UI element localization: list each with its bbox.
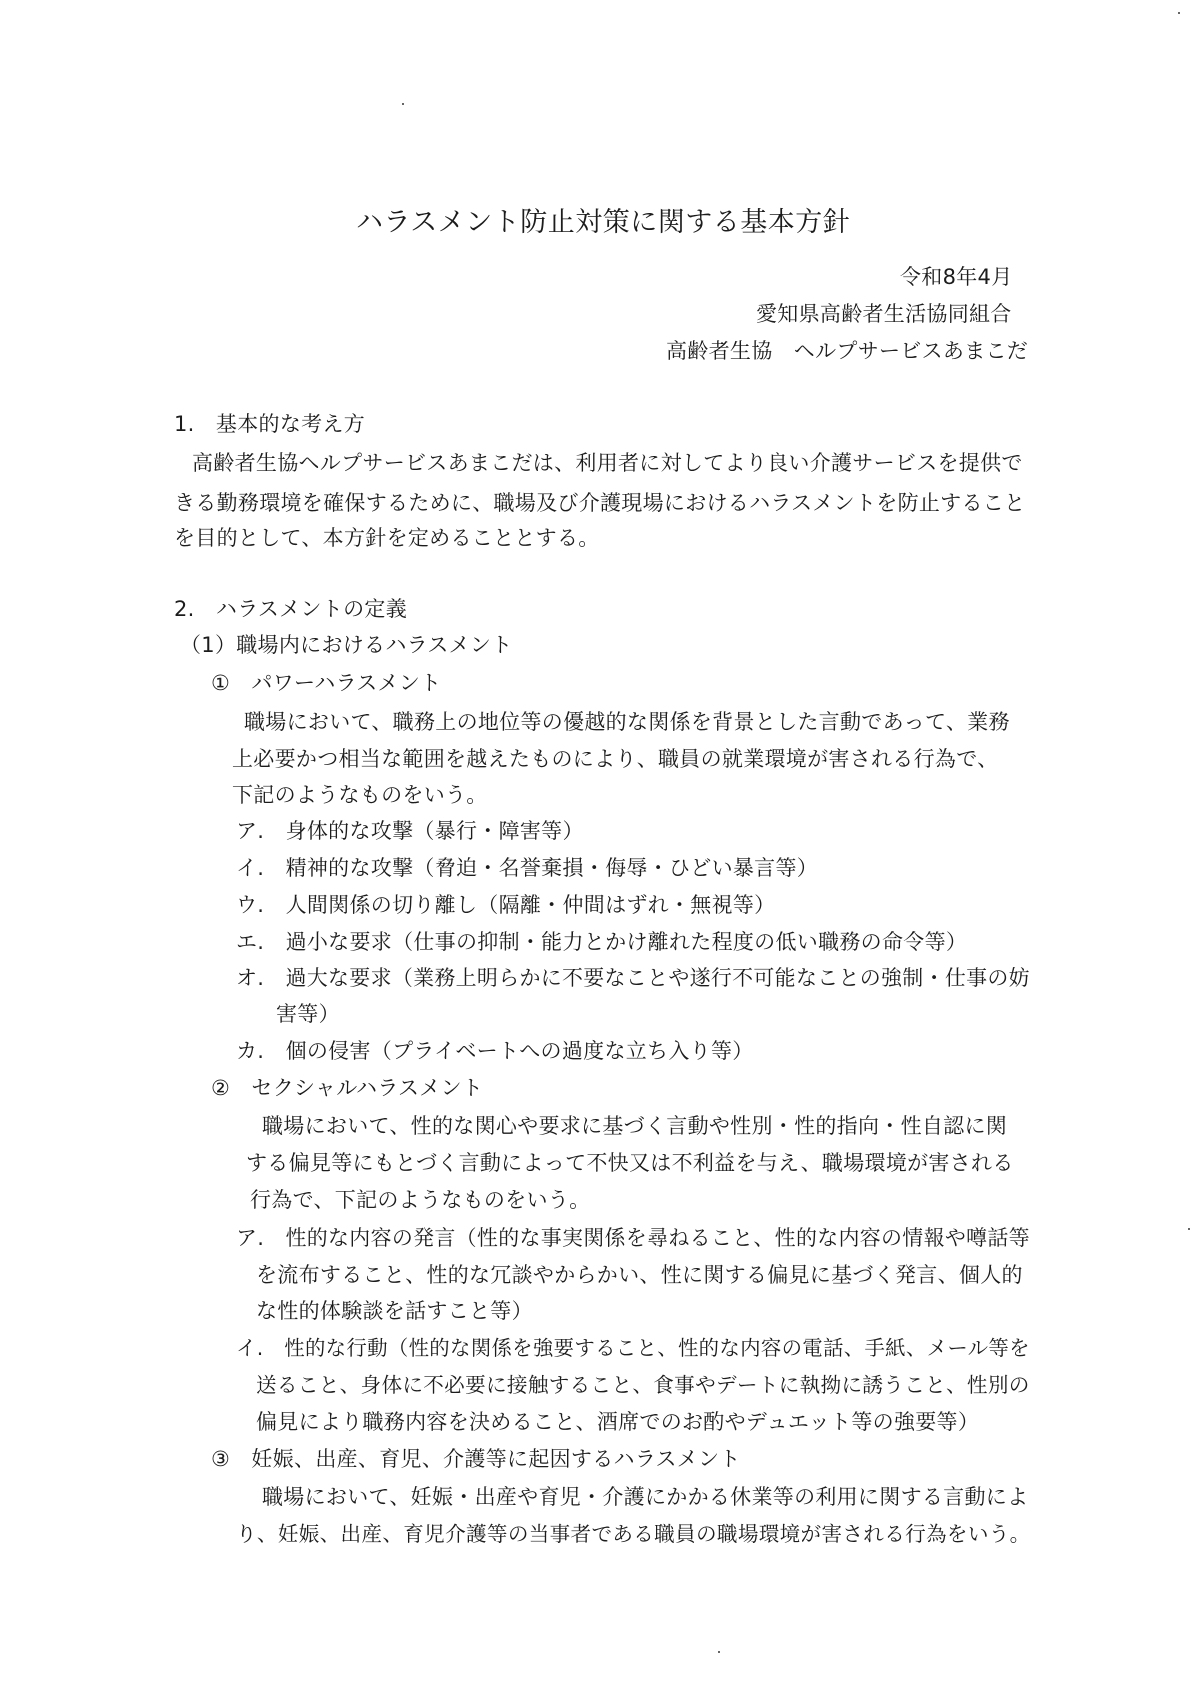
sexual-line-3: 行為で、下記のようなものをいう。	[250, 1188, 591, 1212]
power-harassment-heading: ① パワーハラスメント	[211, 671, 442, 695]
maternity-line-2: り、妊娠、出産、育児介護等の当事者である職員の職場環境が害される行為をいう。	[236, 1522, 1031, 1546]
scan-speck	[1188, 1228, 1190, 1230]
power-item-e: エ. 過小な要求（仕事の抑制・能力とかけ離れた程度の低い職務の命令等）	[236, 930, 968, 954]
office-name: 高齢者生協 ヘルプサービスあまこだ	[666, 339, 1029, 363]
power-item-ka: カ. 個の侵害（プライベートへの過度な立ち入り等）	[236, 1039, 754, 1063]
sexual-item-i-cont-2: 偏見により職務内容を決めること、酒席でのお酌やデュエット等の強要等）	[256, 1410, 980, 1434]
scan-speck	[402, 103, 404, 105]
sexual-line-1: 職場において、性的な関心や要求に基づく言動や性別・性的指向・性自認に関	[262, 1114, 1008, 1138]
power-line-3: 下記のようなものをいう。	[232, 783, 488, 807]
sexual-harassment-heading: ② セクシャルハラスメント	[211, 1076, 484, 1100]
section1-line-3: を目的として、本方針を定めることとする。	[174, 526, 600, 550]
power-item-u: ウ. 人間関係の切り離し（隔離・仲間はずれ・無視等）	[236, 893, 776, 917]
sexual-item-a-cont-1: を流布すること、性的な冗談やからかい、性に関する偏見に基づく発言、個人的	[256, 1263, 1023, 1287]
maternity-line-1: 職場において、妊娠・出産や育児・介護にかかる休業等の利用に関する言動によ	[262, 1485, 1029, 1509]
power-item-i: イ. 精神的な攻撃（脅迫・名誉棄損・侮辱・ひどい暴言等）	[236, 856, 819, 880]
sexual-line-2: する偏見等にもとづく言動によって不快又は不利益を与え、職場環境が害される	[246, 1151, 1014, 1175]
power-item-a: ア. 身体的な攻撃（暴行・障害等）	[236, 819, 584, 843]
section2-heading: 2. ハラスメントの定義	[174, 597, 408, 621]
organization-name: 愛知県高齢者生活協同組合	[756, 302, 1012, 326]
section1-line-2: きる勤務環境を確保するために、職場及び介護現場におけるハラスメントを防止すること	[174, 491, 1026, 515]
power-line-2: 上必要かつ相当な範囲を越えたものにより、職員の就業環境が害される行為で、	[232, 747, 999, 771]
subsection1-heading: （1）職場内におけるハラスメント	[180, 633, 513, 657]
sexual-item-a-cont-2: な性的体験談を話すこと等）	[256, 1299, 533, 1323]
sexual-item-i-cont-1: 送ること、身体に不必要に接触すること、食事やデートに執拗に誘うこと、性別の	[256, 1373, 1030, 1397]
sexual-item-a: ア. 性的な内容の発言（性的な事実関係を尋ねること、性的な内容の情報や噂話等	[236, 1226, 1030, 1250]
scan-speck	[718, 1651, 720, 1653]
section1-line-1: 高齢者生協ヘルプサービスあまこだは、利用者に対してより良い介護サービスを提供で	[192, 451, 1023, 475]
scan-speck	[1178, 12, 1180, 14]
page-title: ハラスメント防止対策に関する基本方針	[356, 207, 851, 238]
section1-heading: 1. 基本的な考え方	[174, 412, 366, 436]
issue-date: 令和8年4月	[900, 265, 1013, 289]
maternity-harassment-heading: ③ 妊娠、出産、育児、介護等に起因するハラスメント	[211, 1447, 741, 1471]
power-item-o: オ. 過大な要求（業務上明らかに不要なことや遂行不可能なことの強制・仕事の妨	[236, 966, 1030, 990]
sexual-item-i: イ. 性的な行動（性的な関係を強要すること、性的な内容の電話、手紙、メール等を	[236, 1336, 1030, 1360]
power-line-1: 職場において、職務上の地位等の優越的な関係を背景とした言動であって、業務	[244, 710, 1010, 734]
power-item-o-cont: 害等）	[276, 1002, 340, 1026]
